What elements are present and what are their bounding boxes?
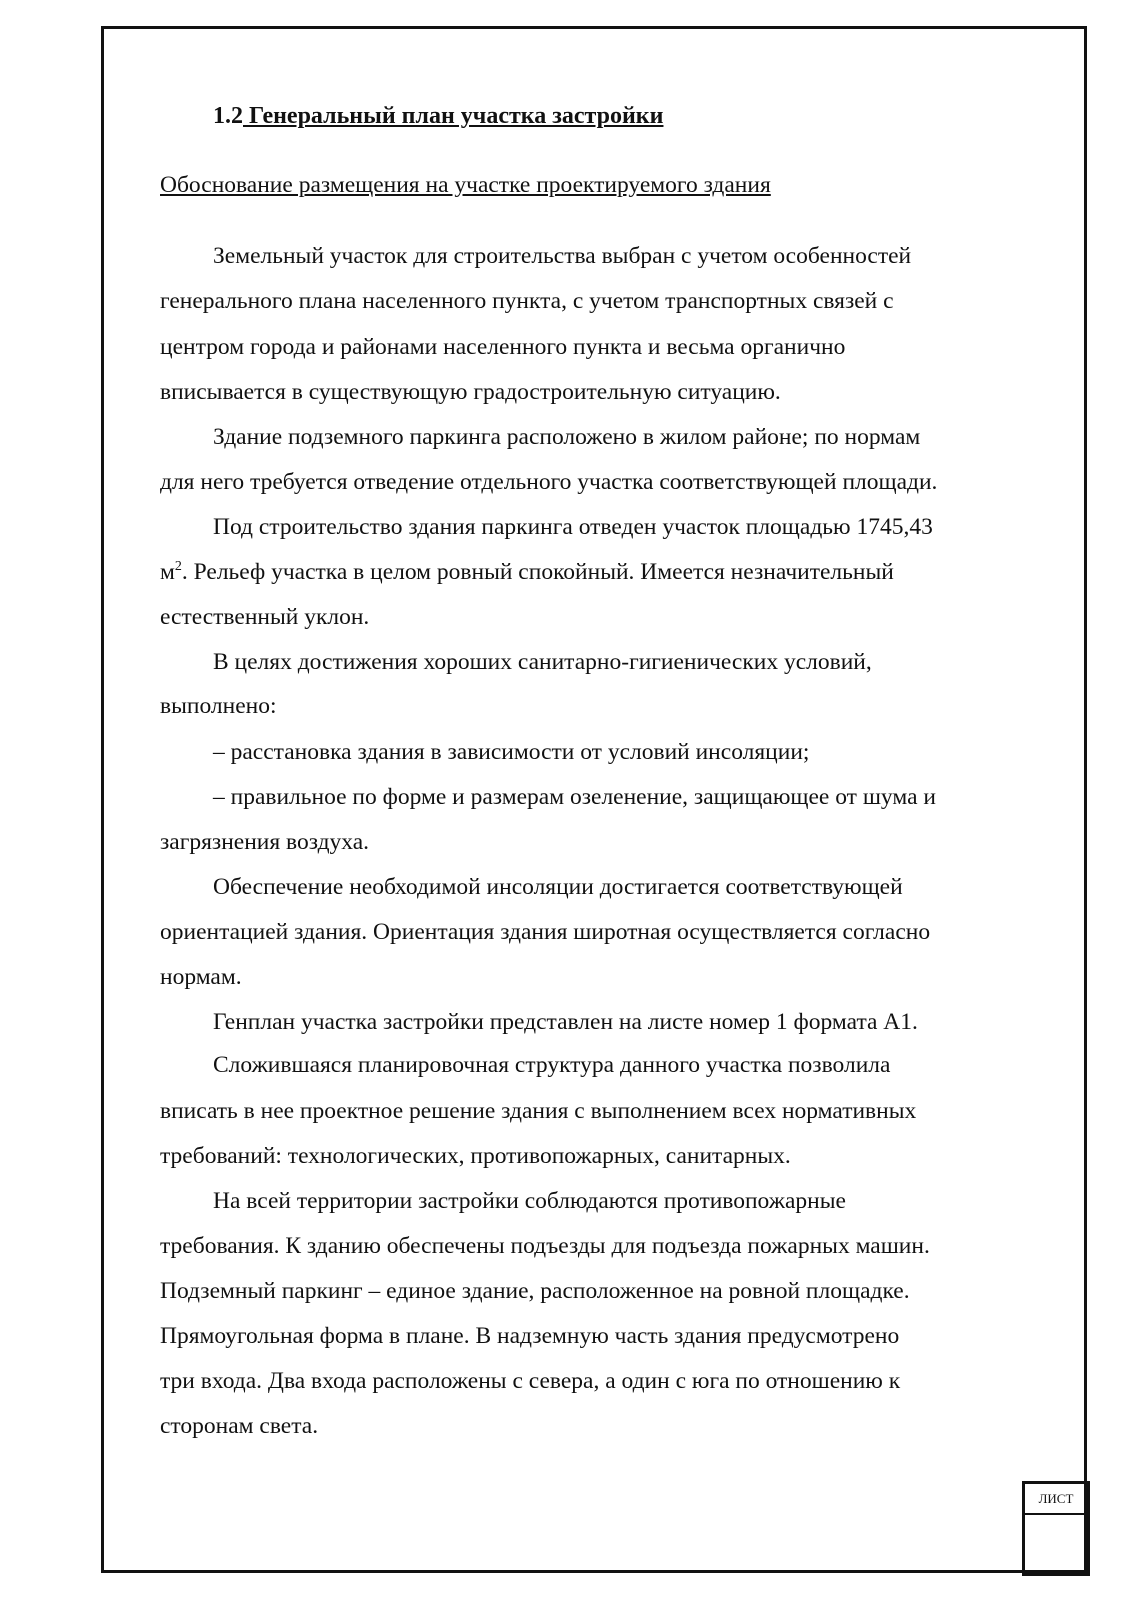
paragraph-line: Здание подземного паркинга расположено в жилом районе; по нормам [213, 424, 921, 450]
list-item-line: – расстановка здания в зависимости от условий инсоляции; [213, 739, 810, 765]
paragraph-line: вписать в нее проектное решение здания с выполнением всех нормативных [160, 1098, 917, 1124]
paragraph-line: На всей территории застройки соблюдаются противопожарные [213, 1188, 846, 1214]
paragraph-line [160, 559, 894, 586]
paragraph-line: Под строительство здания паркинга отведен участок площадью 1745,43 [213, 514, 933, 540]
paragraph-line: требования. К зданию обеспечены подъезды для подъезда пожарных машин. [160, 1233, 930, 1259]
section-number: 1.2 [213, 103, 243, 129]
paragraph-line: генерального плана населенного пункта, с учетом транспортных связей с [160, 288, 894, 314]
paragraph-line: Подземный паркинг – единое здание, расположенное на ровной площадке. [160, 1278, 910, 1304]
paragraph-line: В целях достижения хороших санитарно-гигиенических условий, [213, 649, 872, 675]
paragraph-line: Земельный участок для строительства выбран с учетом особенностей [213, 243, 912, 269]
unit-text: м [160, 559, 175, 585]
paragraph-line: требований: технологических, противопожарных, санитарных. [160, 1143, 791, 1169]
paragraph-line: три входа. Два входа расположены с севера, а один с юга по отношению к [160, 1368, 901, 1394]
sheet-label: ЛИСТ [1025, 1484, 1087, 1515]
paragraph-line: ориентацией здания. Ориентация здания широтная осуществляется согласно [160, 919, 931, 945]
paragraph-line: для него требуется отведение отдельного участка соответствующей площади. [160, 469, 938, 495]
list-item-line: – правильное по форме и размерам озеленение, защищающее от шума и [213, 784, 936, 810]
subsection-heading: Обоснование размещения на участке проектируемого здания [160, 172, 771, 198]
unit-superscript: 2 [174, 559, 182, 575]
paragraph-line: вписывается в существующую градостроительную ситуацию. [160, 379, 781, 405]
paragraph-text: . Рельеф участка в целом ровный спокойный. Имеется незначительный [181, 559, 894, 585]
paragraph-line: выполнено: [160, 693, 277, 719]
paragraph-line: Генплан участка застройки представлен на листе номер 1 формата А1. [213, 1009, 918, 1035]
section-title: Генеральный план участка застройки [243, 103, 664, 129]
sheet-stamp [1022, 1481, 1090, 1576]
paragraph-line: центром города и районами населенного пункта и весьма органично [160, 334, 846, 360]
paragraph-line: сторонам света. [160, 1413, 319, 1439]
list-item-line: загрязнения воздуха. [160, 829, 370, 855]
paragraph-line: Прямоугольная форма в плане. В надземную часть здания предусмотрено [160, 1323, 900, 1349]
section-heading [213, 103, 663, 130]
paragraph-line: Обеспечение необходимой инсоляции достигается соответствующей [213, 874, 903, 900]
paragraph-line: Сложившаяся планировочная структура данного участка позволила [213, 1052, 891, 1078]
paragraph-line: нормам. [160, 964, 242, 990]
paragraph-line: естественный уклон. [160, 604, 370, 630]
